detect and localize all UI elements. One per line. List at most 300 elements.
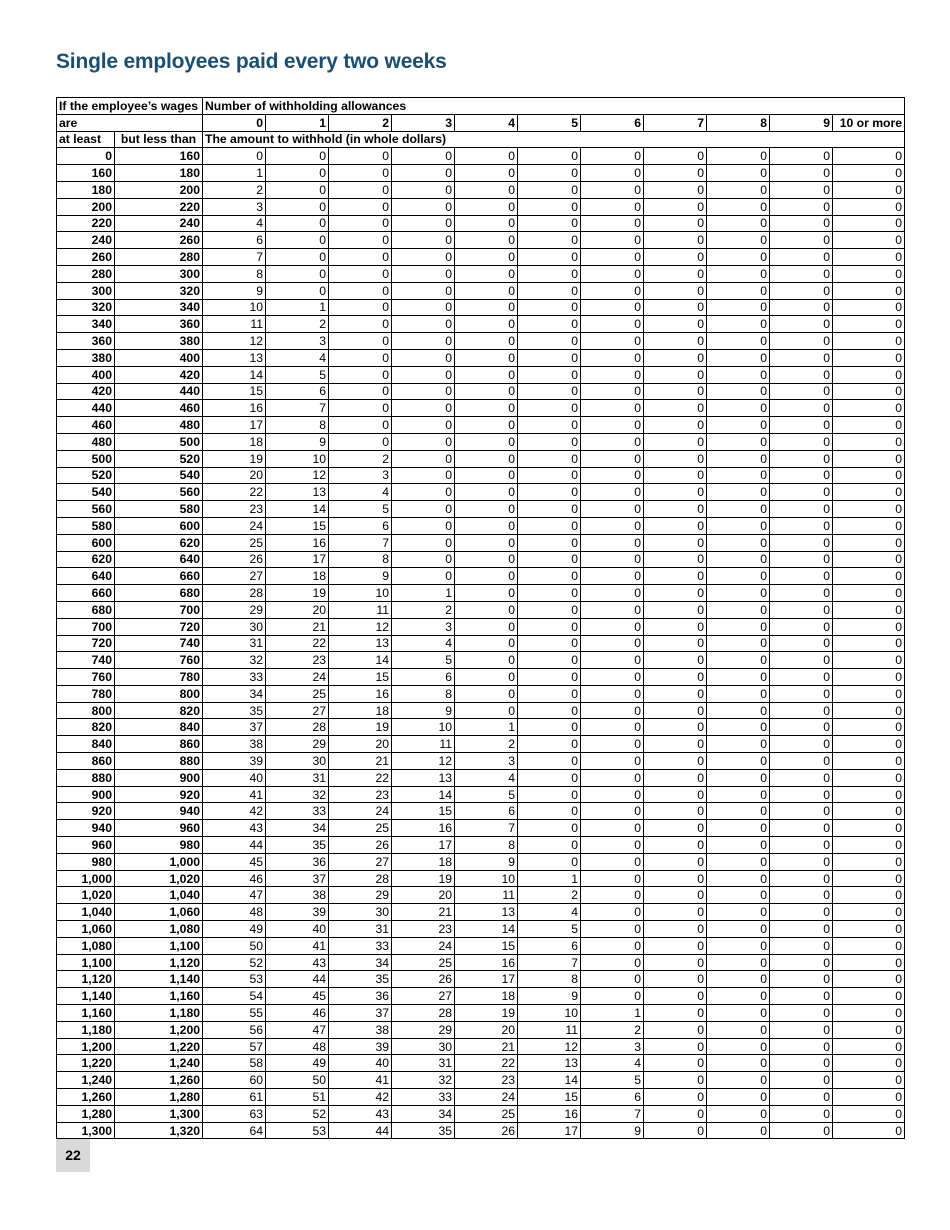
withholding-amount-cell: 0 (518, 601, 581, 618)
withholding-amount-cell: 0 (455, 181, 518, 198)
withholding-amount-cell: 0 (392, 501, 455, 518)
wage-less-than-cell: 800 (115, 685, 203, 702)
withholding-amount-cell: 21 (266, 618, 329, 635)
withholding-amount-cell: 15 (203, 383, 266, 400)
withholding-amount-cell: 39 (203, 753, 266, 770)
header-row-1 (57, 98, 905, 115)
withholding-amount-cell: 8 (392, 685, 455, 702)
withholding-amount-cell: 0 (644, 1072, 707, 1089)
withholding-amount-cell: 0 (329, 299, 392, 316)
withholding-amount-cell: 0 (770, 349, 833, 366)
withholding-amount-cell: 0 (329, 148, 392, 165)
withholding-amount-cell: 16 (455, 954, 518, 971)
withholding-amount-cell: 53 (203, 971, 266, 988)
header-row-2 (57, 114, 905, 131)
withholding-amount-cell: 0 (455, 585, 518, 602)
withholding-amount-cell: 0 (644, 904, 707, 921)
withholding-amount-cell: 0 (833, 1055, 905, 1072)
table-row (57, 165, 905, 182)
wage-at-least-cell: 600 (57, 534, 115, 551)
wage-at-least-cell: 480 (57, 433, 115, 450)
withholding-amount-cell: 0 (644, 551, 707, 568)
page-title: Single employees paid every two weeks (56, 50, 447, 73)
withholding-amount-cell: 41 (266, 937, 329, 954)
withholding-amount-cell: 0 (770, 1038, 833, 1055)
wage-at-least-cell: 860 (57, 753, 115, 770)
withholding-amount-cell: 55 (203, 1005, 266, 1022)
withholding-amount-cell: 0 (455, 282, 518, 299)
withholding-amount-cell: 0 (644, 652, 707, 669)
withholding-amount-cell: 0 (455, 333, 518, 350)
withholding-amount-cell: 0 (707, 349, 770, 366)
wage-less-than-cell: 620 (115, 534, 203, 551)
withholding-amount-cell: 7 (581, 1105, 644, 1122)
withholding-amount-cell: 0 (833, 652, 905, 669)
withholding-amount-cell: 6 (203, 232, 266, 249)
withholding-amount-cell: 0 (518, 366, 581, 383)
withholding-amount-cell: 17 (392, 837, 455, 854)
withholding-amount-cell: 37 (266, 870, 329, 887)
wage-at-least-cell: 820 (57, 719, 115, 736)
are-label: are (57, 114, 203, 131)
withholding-amount-cell: 0 (581, 232, 644, 249)
withholding-amount-cell: 0 (266, 198, 329, 215)
withholding-amount-cell: 0 (581, 400, 644, 417)
withholding-amount-cell: 33 (203, 669, 266, 686)
withholding-amount-cell: 0 (392, 232, 455, 249)
withholding-amount-cell: 0 (581, 366, 644, 383)
withholding-amount-cell: 0 (770, 853, 833, 870)
withholding-amount-cell: 0 (644, 1105, 707, 1122)
wage-at-least-cell: 260 (57, 249, 115, 266)
withholding-amount-cell: 10 (392, 719, 455, 736)
withholding-amount-cell: 0 (644, 685, 707, 702)
withholding-amount-cell: 0 (455, 484, 518, 501)
withholding-amount-cell: 0 (833, 887, 905, 904)
withholding-amount-cell: 0 (770, 685, 833, 702)
withholding-amount-cell: 0 (518, 837, 581, 854)
wage-at-least-cell: 1,160 (57, 1005, 115, 1022)
withholding-amount-cell: 0 (581, 971, 644, 988)
withholding-amount-cell: 0 (644, 870, 707, 887)
withholding-amount-cell: 0 (581, 450, 644, 467)
withholding-amount-cell: 0 (707, 971, 770, 988)
withholding-amount-cell: 21 (455, 1038, 518, 1055)
withholding-amount-cell: 0 (329, 265, 392, 282)
withholding-amount-cell: 0 (392, 517, 455, 534)
withholding-amount-cell: 0 (455, 685, 518, 702)
withholding-amount-cell: 0 (770, 433, 833, 450)
withholding-amount-cell: 0 (581, 988, 644, 1005)
withholding-amount-cell: 0 (455, 198, 518, 215)
allowances-label: Number of withholding allowances (203, 98, 905, 115)
withholding-amount-cell: 0 (644, 954, 707, 971)
withholding-amount-cell: 19 (392, 870, 455, 887)
withholding-amount-cell: 0 (833, 904, 905, 921)
withholding-amount-cell: 24 (392, 937, 455, 954)
table-row (57, 1021, 905, 1038)
allowance-column-header: 6 (581, 114, 644, 131)
withholding-amount-cell: 0 (455, 652, 518, 669)
table-row (57, 400, 905, 417)
withholding-amount-cell: 43 (203, 820, 266, 837)
withholding-amount-cell: 0 (392, 249, 455, 266)
withholding-amount-cell: 0 (770, 249, 833, 266)
allowance-column-header: 10 or more (833, 114, 905, 131)
withholding-amount-cell: 0 (707, 1122, 770, 1139)
table-row (57, 568, 905, 585)
withholding-amount-cell: 0 (455, 165, 518, 182)
withholding-amount-cell: 0 (329, 232, 392, 249)
table-body (57, 148, 905, 1139)
withholding-amount-cell: 0 (707, 786, 770, 803)
withholding-amount-cell: 0 (833, 383, 905, 400)
table-row (57, 719, 905, 736)
withholding-amount-cell: 0 (203, 148, 266, 165)
wage-at-least-cell: 440 (57, 400, 115, 417)
wage-less-than-cell: 500 (115, 433, 203, 450)
wage-at-least-cell: 1,080 (57, 937, 115, 954)
withholding-amount-cell: 0 (329, 433, 392, 450)
table-row (57, 232, 905, 249)
withholding-amount-cell: 0 (770, 601, 833, 618)
wage-less-than-cell: 900 (115, 769, 203, 786)
withholding-amount-cell: 0 (707, 601, 770, 618)
withholding-amount-cell: 32 (392, 1072, 455, 1089)
withholding-amount-cell: 0 (518, 853, 581, 870)
withholding-amount-cell: 5 (266, 366, 329, 383)
withholding-amount-cell: 50 (203, 937, 266, 954)
withholding-amount-cell: 0 (644, 299, 707, 316)
withholding-amount-cell: 2 (266, 316, 329, 333)
wage-at-least-cell: 560 (57, 501, 115, 518)
allowance-column-header: 2 (329, 114, 392, 131)
withholding-amount-cell: 0 (770, 501, 833, 518)
withholding-amount-cell: 0 (581, 333, 644, 350)
withholding-amount-cell: 0 (707, 165, 770, 182)
withholding-amount-cell: 0 (455, 400, 518, 417)
withholding-amount-cell: 0 (833, 198, 905, 215)
wage-less-than-cell: 1,280 (115, 1089, 203, 1106)
wage-less-than-cell: 1,100 (115, 937, 203, 954)
withholding-amount-cell: 29 (266, 736, 329, 753)
withholding-amount-cell: 0 (770, 585, 833, 602)
withholding-amount-cell: 0 (770, 265, 833, 282)
withholding-amount-cell: 0 (833, 467, 905, 484)
withholding-amount-cell: 0 (833, 215, 905, 232)
withholding-amount-cell: 0 (707, 736, 770, 753)
wage-less-than-cell: 1,040 (115, 887, 203, 904)
withholding-amount-cell: 0 (329, 417, 392, 434)
withholding-amount-cell: 0 (833, 702, 905, 719)
withholding-amount-cell: 0 (707, 534, 770, 551)
withholding-amount-cell: 0 (707, 635, 770, 652)
withholding-amount-cell: 0 (770, 1122, 833, 1139)
withholding-amount-cell: 4 (203, 215, 266, 232)
withholding-amount-cell: 0 (581, 215, 644, 232)
table-row (57, 803, 905, 820)
table-row (57, 904, 905, 921)
withholding-amount-cell: 0 (833, 669, 905, 686)
withholding-amount-cell: 0 (581, 736, 644, 753)
withholding-amount-cell: 0 (770, 534, 833, 551)
withholding-amount-cell: 0 (644, 568, 707, 585)
withholding-amount-cell: 13 (518, 1055, 581, 1072)
wage-less-than-cell: 540 (115, 467, 203, 484)
withholding-amount-cell: 25 (392, 954, 455, 971)
withholding-amount-cell: 0 (833, 501, 905, 518)
withholding-amount-cell: 3 (266, 333, 329, 350)
wage-at-least-cell: 800 (57, 702, 115, 719)
table-row (57, 1122, 905, 1139)
withholding-amount-cell: 0 (770, 702, 833, 719)
table-row (57, 786, 905, 803)
withholding-amount-cell: 0 (581, 753, 644, 770)
withholding-amount-cell: 17 (203, 417, 266, 434)
wage-less-than-cell: 240 (115, 215, 203, 232)
withholding-amount-cell: 10 (266, 450, 329, 467)
wage-at-least-cell: 700 (57, 618, 115, 635)
withholding-amount-cell: 49 (203, 921, 266, 938)
withholding-amount-cell: 0 (644, 1021, 707, 1038)
withholding-amount-cell: 0 (833, 517, 905, 534)
withholding-amount-cell: 8 (455, 837, 518, 854)
withholding-amount-cell: 0 (581, 299, 644, 316)
wage-at-least-cell: 520 (57, 467, 115, 484)
withholding-amount-cell: 42 (329, 1089, 392, 1106)
withholding-amount-cell: 0 (644, 383, 707, 400)
withholding-amount-cell: 0 (518, 417, 581, 434)
withholding-amount-cell: 7 (518, 954, 581, 971)
withholding-amount-cell: 0 (329, 366, 392, 383)
withholding-amount-cell: 0 (833, 937, 905, 954)
withholding-amount-cell: 0 (266, 148, 329, 165)
withholding-amount-cell: 24 (329, 803, 392, 820)
withholding-amount-cell: 38 (266, 887, 329, 904)
withholding-amount-cell: 53 (266, 1122, 329, 1139)
withholding-amount-cell: 25 (266, 685, 329, 702)
withholding-amount-cell: 54 (203, 988, 266, 1005)
withholding-amount-cell: 0 (392, 467, 455, 484)
withholding-amount-cell: 0 (581, 820, 644, 837)
withholding-amount-cell: 0 (833, 400, 905, 417)
withholding-amount-cell: 20 (266, 601, 329, 618)
withholding-amount-cell: 0 (833, 568, 905, 585)
withholding-amount-cell: 0 (392, 198, 455, 215)
withholding-amount-cell: 0 (581, 719, 644, 736)
withholding-amount-cell: 0 (455, 383, 518, 400)
withholding-amount-cell: 0 (644, 820, 707, 837)
table-row (57, 181, 905, 198)
withholding-amount-cell: 34 (266, 820, 329, 837)
wage-less-than-cell: 1,320 (115, 1122, 203, 1139)
withholding-amount-cell: 15 (266, 517, 329, 534)
withholding-amount-cell: 0 (644, 501, 707, 518)
withholding-amount-cell: 0 (833, 349, 905, 366)
withholding-amount-cell: 37 (203, 719, 266, 736)
withholding-amount-cell: 0 (770, 769, 833, 786)
withholding-amount-cell: 18 (266, 568, 329, 585)
withholding-amount-cell: 0 (770, 1055, 833, 1072)
withholding-amount-cell: 22 (266, 635, 329, 652)
withholding-amount-cell: 0 (644, 215, 707, 232)
withholding-amount-cell: 0 (266, 215, 329, 232)
withholding-amount-cell: 9 (392, 702, 455, 719)
withholding-amount-cell: 0 (581, 904, 644, 921)
table-row (57, 383, 905, 400)
withholding-amount-cell: 0 (707, 853, 770, 870)
withholding-amount-cell: 57 (203, 1038, 266, 1055)
table-row (57, 601, 905, 618)
withholding-amount-cell: 0 (707, 937, 770, 954)
withholding-amount-cell: 27 (203, 568, 266, 585)
withholding-amount-cell: 0 (518, 568, 581, 585)
wage-less-than-cell: 1,200 (115, 1021, 203, 1038)
withholding-amount-cell: 8 (329, 551, 392, 568)
withholding-amount-cell: 0 (833, 551, 905, 568)
withholding-amount-cell: 18 (329, 702, 392, 719)
withholding-amount-cell: 8 (518, 971, 581, 988)
withholding-amount-cell: 0 (770, 333, 833, 350)
withholding-amount-cell: 23 (329, 786, 392, 803)
withholding-amount-cell: 0 (329, 249, 392, 266)
withholding-amount-cell: 0 (644, 450, 707, 467)
withholding-amount-cell: 5 (329, 501, 392, 518)
withholding-amount-cell: 0 (770, 921, 833, 938)
withholding-amount-cell: 16 (203, 400, 266, 417)
withholding-amount-cell: 12 (392, 753, 455, 770)
table-row (57, 517, 905, 534)
withholding-amount-cell: 13 (455, 904, 518, 921)
withholding-amount-cell: 1 (392, 585, 455, 602)
withholding-amount-cell: 32 (266, 786, 329, 803)
withholding-amount-cell: 4 (329, 484, 392, 501)
withholding-amount-cell: 0 (707, 316, 770, 333)
withholding-amount-cell: 0 (455, 601, 518, 618)
withholding-amount-cell: 0 (707, 400, 770, 417)
withholding-amount-cell: 40 (203, 769, 266, 786)
withholding-amount-cell: 47 (266, 1021, 329, 1038)
withholding-amount-cell: 0 (518, 618, 581, 635)
wage-less-than-cell: 440 (115, 383, 203, 400)
withholding-amount-cell: 18 (455, 988, 518, 1005)
withholding-amount-cell: 0 (644, 601, 707, 618)
withholding-amount-cell: 0 (707, 921, 770, 938)
wage-at-least-cell: 220 (57, 215, 115, 232)
withholding-amount-cell: 26 (203, 551, 266, 568)
withholding-amount-cell: 5 (518, 921, 581, 938)
withholding-amount-cell: 48 (203, 904, 266, 921)
withholding-amount-cell: 0 (707, 685, 770, 702)
withholding-amount-cell: 22 (329, 769, 392, 786)
allowance-column-header: 8 (707, 114, 770, 131)
withholding-amount-cell: 4 (266, 349, 329, 366)
wage-less-than-cell: 960 (115, 820, 203, 837)
page-number: 22 (56, 1139, 90, 1172)
withholding-amount-cell: 43 (266, 954, 329, 971)
withholding-amount-cell: 0 (833, 1089, 905, 1106)
withholding-amount-cell: 0 (644, 467, 707, 484)
table-row (57, 484, 905, 501)
withholding-amount-cell: 0 (707, 366, 770, 383)
withholding-amount-cell: 0 (833, 1122, 905, 1139)
withholding-amount-cell: 0 (581, 484, 644, 501)
withholding-amount-cell: 29 (329, 887, 392, 904)
wage-less-than-cell: 480 (115, 417, 203, 434)
withholding-amount-cell: 30 (392, 1038, 455, 1055)
withholding-amount-cell: 9 (266, 433, 329, 450)
withholding-amount-cell: 33 (329, 937, 392, 954)
withholding-amount-cell: 0 (644, 517, 707, 534)
withholding-amount-cell: 0 (833, 450, 905, 467)
wage-at-least-cell: 1,040 (57, 904, 115, 921)
withholding-amount-cell: 0 (707, 232, 770, 249)
withholding-amount-cell: 23 (203, 501, 266, 518)
withholding-amount-cell: 0 (770, 904, 833, 921)
withholding-amount-cell: 0 (455, 232, 518, 249)
withholding-amount-cell: 0 (833, 282, 905, 299)
withholding-amount-cell: 52 (266, 1105, 329, 1122)
withholding-table (56, 97, 905, 1139)
withholding-amount-cell: 0 (707, 383, 770, 400)
wage-at-least-cell: 580 (57, 517, 115, 534)
withholding-amount-cell: 36 (266, 853, 329, 870)
withholding-amount-cell: 0 (329, 349, 392, 366)
withholding-amount-cell: 0 (707, 417, 770, 434)
wage-at-least-cell: 0 (57, 148, 115, 165)
wage-at-least-cell: 620 (57, 551, 115, 568)
withholding-amount-cell: 25 (203, 534, 266, 551)
allowance-column-header: 3 (392, 114, 455, 131)
table-row (57, 148, 905, 165)
withholding-amount-cell: 17 (518, 1122, 581, 1139)
withholding-amount-cell: 0 (833, 786, 905, 803)
withholding-amount-cell: 44 (203, 837, 266, 854)
withholding-amount-cell: 4 (392, 635, 455, 652)
wage-at-least-cell: 1,220 (57, 1055, 115, 1072)
withholding-amount-cell: 3 (455, 753, 518, 770)
withholding-amount-cell: 24 (455, 1089, 518, 1106)
withholding-amount-cell: 0 (392, 265, 455, 282)
withholding-amount-cell: 0 (770, 618, 833, 635)
table-row (57, 333, 905, 350)
withholding-amount-cell: 0 (833, 719, 905, 736)
withholding-amount-cell: 1 (455, 719, 518, 736)
withholding-amount-cell: 0 (707, 198, 770, 215)
withholding-amount-cell: 0 (518, 484, 581, 501)
wage-at-least-cell: 1,240 (57, 1072, 115, 1089)
withholding-amount-cell: 0 (392, 450, 455, 467)
withholding-amount-cell: 0 (644, 803, 707, 820)
withholding-amount-cell: 0 (644, 181, 707, 198)
withholding-amount-cell: 0 (644, 1005, 707, 1022)
withholding-amount-cell: 0 (581, 148, 644, 165)
withholding-amount-cell: 20 (329, 736, 392, 753)
withholding-amount-cell: 34 (329, 954, 392, 971)
withholding-amount-cell: 27 (266, 702, 329, 719)
withholding-amount-cell: 0 (644, 618, 707, 635)
withholding-amount-cell: 0 (770, 484, 833, 501)
withholding-amount-cell: 25 (329, 820, 392, 837)
withholding-amount-cell: 40 (266, 921, 329, 938)
withholding-amount-cell: 0 (770, 1072, 833, 1089)
wage-less-than-cell: 860 (115, 736, 203, 753)
wage-less-than-cell: 880 (115, 753, 203, 770)
withholding-amount-cell: 0 (455, 215, 518, 232)
withholding-amount-cell: 6 (266, 383, 329, 400)
wage-less-than-cell: 1,300 (115, 1105, 203, 1122)
withholding-amount-cell: 0 (707, 181, 770, 198)
